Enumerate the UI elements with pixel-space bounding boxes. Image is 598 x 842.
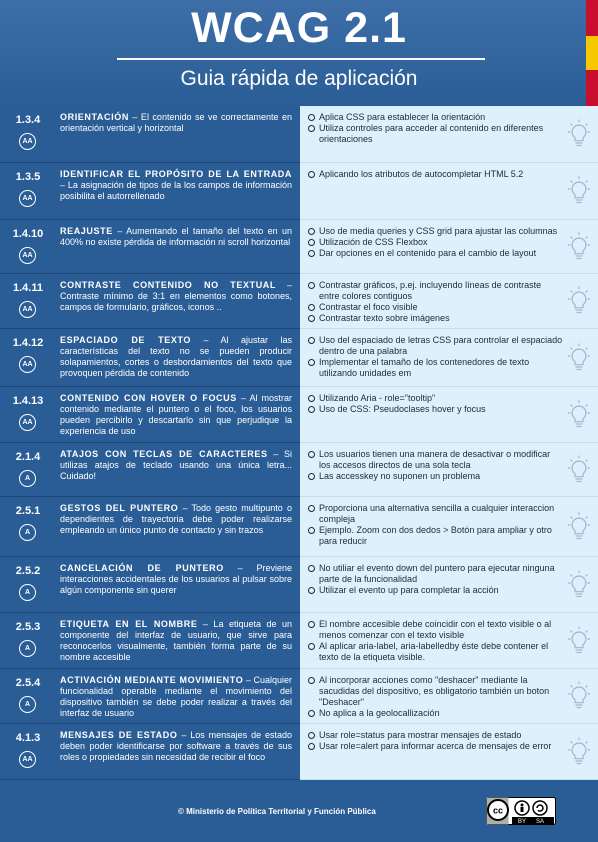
lightbulb-icon — [566, 681, 592, 711]
techniques-panel — [300, 163, 598, 220]
technique-item: Ejemplo. Zoom con dos dedos > Botón para ampliar y otro para reducir — [308, 525, 564, 547]
title-divider — [117, 58, 485, 60]
technique-item: Utilizar el evento up para completar la acción — [308, 585, 564, 596]
techniques-panel — [300, 613, 598, 669]
technique-item: Al incorporar acciones como "deshacer" mediante la sacudidas del dispositivo, es obligatorio también un boton "Deshacer" — [308, 675, 564, 708]
criterion-row — [0, 220, 598, 274]
technique-item: El nombre accesible debe coincidir con el texto visible o al menos comenzar con el texto visible — [308, 619, 564, 641]
lightbulb-icon — [566, 455, 592, 485]
lightbulb-icon — [566, 737, 592, 767]
header — [0, 0, 598, 106]
criterion-code: 2.1.4 — [15, 451, 41, 463]
criterion-panel — [0, 163, 300, 220]
techniques-list — [308, 730, 564, 752]
page-subtitle: Guia rápida de aplicación — [180, 67, 418, 90]
criterion-row — [0, 669, 598, 724]
criterion-panel — [0, 329, 300, 387]
criterion-panel — [0, 274, 300, 329]
criterion-row — [0, 557, 598, 613]
criterion-code: 1.3.5 — [15, 171, 41, 183]
techniques-panel — [300, 724, 598, 780]
lightbulb-icon — [566, 570, 592, 600]
criterion-text: – Previene interacciones accidentales de los usuarios al pulsar sobre algún componente sin querer — [60, 563, 292, 595]
criterion-description — [60, 226, 292, 248]
criterion-row — [0, 387, 598, 443]
techniques-list — [308, 503, 564, 547]
technique-item: Utilizando Aria - role="tooltip" — [308, 393, 564, 404]
techniques-panel — [300, 387, 598, 443]
criterion-code: 1.4.10 — [12, 228, 44, 240]
technique-item: Usar role=status para mostrar mensajes de estado — [308, 730, 564, 741]
criterion-name: IDENTIFICAR EL PROPÓSITO DE LA ENTRADA — [60, 169, 292, 179]
criterion-text: – El contenido se ve correctamente en orientación vertical y horizontal — [60, 112, 292, 133]
criterion-code: 2.5.3 — [15, 621, 41, 633]
technique-item: Uso de CSS: Pseudoclases hover y focus — [308, 404, 564, 415]
techniques-list — [308, 280, 564, 324]
copyright-text: © Ministerio de Política Territorial y Función Pública — [178, 807, 376, 816]
criterion-code: 2.5.2 — [15, 565, 41, 577]
techniques-list — [308, 169, 564, 180]
criterion-text: – Si utilizas atajos de teclado usando una única letra... Cuidado! — [60, 449, 293, 481]
conformance-level-badge: A — [19, 470, 36, 487]
technique-item: Usar role=alert para informar acerca de mensajes de error — [308, 741, 564, 752]
techniques-panel — [300, 329, 598, 387]
conformance-level-badge: AA — [19, 356, 36, 373]
technique-item: Aplica CSS para establecer la orientación — [308, 112, 564, 123]
conformance-level-badge: A — [19, 524, 36, 541]
criterion-name: ORIENTACIÓN — [60, 112, 129, 122]
lightbulb-icon — [566, 400, 592, 430]
criterion-row — [0, 106, 598, 163]
techniques-panel — [300, 274, 598, 329]
techniques-panel — [300, 106, 598, 163]
criterion-code: 2.5.4 — [15, 677, 41, 689]
criterion-name: GESTOS DEL PUNTERO — [60, 503, 179, 513]
conformance-level-badge: AA — [19, 190, 36, 207]
criterion-code: 1.3.4 — [15, 114, 41, 126]
criterion-name: MENSAJES DE ESTADO — [60, 730, 178, 740]
footer — [0, 780, 598, 842]
technique-item: Proporciona una alternativa sencilla a cualquier interaccion compleja — [308, 503, 564, 525]
technique-item: Aplicando los atributos de autocompletar HTML 5.2 — [308, 169, 564, 180]
criterion-code: 4.1.3 — [15, 732, 41, 744]
criterion-panel — [0, 557, 300, 613]
technique-item: Utiliza controles para acceder al contenido en diferentes orientaciones — [308, 123, 564, 145]
criterion-row — [0, 329, 598, 387]
criterion-panel — [0, 724, 300, 780]
conformance-level-badge: AA — [19, 247, 36, 264]
criterion-description — [60, 503, 292, 536]
techniques-list — [308, 112, 564, 145]
lightbulb-icon — [566, 232, 592, 262]
techniques-list — [308, 226, 564, 259]
svg-text:cc: cc — [492, 805, 504, 816]
criterion-name: ACTIVACIÓN MEDIANTE MOVIMIENTO — [60, 675, 244, 685]
criterion-description — [60, 449, 292, 482]
techniques-list — [308, 675, 564, 719]
criterion-name: REAJUSTE — [60, 226, 113, 236]
lightbulb-icon — [566, 343, 592, 373]
techniques-panel — [300, 443, 598, 497]
lightbulb-icon — [566, 119, 592, 149]
criterion-code: 1.4.11 — [13, 282, 43, 294]
spain-flag-icon — [586, 0, 598, 106]
technique-item: Uso del espaciado de letras CSS para controlar el espaciado dentro de una palabra — [308, 335, 564, 357]
criterion-name: ETIQUETA EN EL NOMBRE — [60, 619, 198, 629]
criterion-code: 1.4.12 — [12, 337, 44, 349]
technique-item: No aplica a la geolocallización — [308, 708, 564, 719]
criterion-text: – Cualquier funcionalidad operable mediante el movimiento del dispositivo también se debe poder realizar a través del interfaz de usuario — [60, 675, 293, 718]
criterion-row — [0, 613, 598, 669]
criterion-text: – La asignación de tipos de la los campos de información posibilita el autorrellenado — [60, 180, 292, 201]
criterion-description — [60, 169, 292, 202]
technique-item: Implementar el tamaño de los contenedores de texto utilizando unidades em — [308, 357, 564, 379]
criterion-text: – Al ajustar las características del texto no se pueden producir solapamientos, cortes o desbordamientos del texto que provoquen pérdida de contenido — [60, 335, 293, 378]
criterion-description — [60, 730, 292, 763]
conformance-level-badge: AA — [19, 751, 36, 768]
criterion-row — [0, 497, 598, 557]
criterion-panel — [0, 220, 300, 274]
lightbulb-icon — [566, 286, 592, 316]
criterion-row — [0, 724, 598, 780]
criterion-text: – Todo gesto multipunto o dependientes de trayectoria debe poder realizarse empleando un único punto de contacto y sin trazos — [60, 503, 292, 535]
technique-item: Dar opciones en el contenido para el cambio de layout — [308, 248, 564, 259]
technique-item: Al aplicar aria-label, aria-labelledby éste debe contener el texto de la etiqueta visible. — [308, 641, 564, 663]
criterion-description — [60, 112, 292, 134]
techniques-list — [308, 393, 564, 415]
technique-item: Las accesskey no suponen un problema — [308, 471, 564, 482]
techniques-panel — [300, 557, 598, 613]
creative-commons-license-icon — [486, 797, 556, 825]
criterion-name: CONTENIDO CON HOVER O FOCUS — [60, 393, 237, 403]
technique-item: Contrastar gráficos, p.ej. incluyendo líneas de contraste entre colores contiguos — [308, 280, 564, 302]
techniques-list — [308, 619, 564, 663]
criterion-description — [60, 335, 292, 379]
criterion-description — [60, 393, 292, 437]
criterion-row — [0, 443, 598, 497]
criterion-text: – Contraste mínimo de 3:1 en elementos como botones, campos de formulario, gráficos, iconos .. — [60, 280, 293, 312]
criterion-row — [0, 163, 598, 220]
conformance-level-badge: A — [19, 696, 36, 713]
technique-item: No utiliar el evento down del puntero para ejecutar ninguna parte de la funcionalidad — [308, 563, 564, 585]
conformance-level-badge: AA — [19, 133, 36, 150]
criterion-panel — [0, 669, 300, 724]
criterion-code: 1.4.13 — [12, 395, 44, 407]
conformance-level-badge: A — [19, 640, 36, 657]
criterion-panel — [0, 497, 300, 557]
techniques-panel — [300, 669, 598, 724]
criterion-name: ATAJOS CON TECLAS DE CARACTERES — [60, 449, 268, 459]
criterion-name: ESPACIADO DE TEXTO — [60, 335, 191, 345]
criterion-text: – Los mensajes de estado deben poder identificarse por software a través de sus roles o propiedades sin necesidad de recibir el foco — [60, 730, 292, 762]
criterion-name: CANCELACIÓN DE PUNTERO — [60, 563, 224, 573]
criterion-panel — [0, 387, 300, 443]
techniques-list — [308, 335, 564, 379]
criterion-code: 2.5.1 — [15, 505, 41, 517]
techniques-list — [308, 449, 564, 482]
lightbulb-icon — [566, 176, 592, 206]
criterion-text: – La etiqueta de un componente del interfaz de usuario, que sirve para reconocerlos visualmente, también forma parte de su nombre accesible — [60, 619, 292, 662]
technique-item: Uso de media queries y CSS grid para ajustar las columnas — [308, 226, 564, 237]
techniques-list — [308, 563, 564, 596]
license-sa: SA — [535, 819, 545, 825]
technique-item: Contrastar el foco visible — [308, 302, 564, 313]
technique-item: Utilización de CSS Flexbox — [308, 237, 564, 248]
criterion-text: – Aumentando el tamaño del texto en un 400% no existe pérdida de información ni scroll horizontal — [60, 226, 292, 247]
criterion-description — [60, 675, 292, 719]
criterion-description — [60, 619, 292, 663]
license-by: BY — [517, 819, 527, 825]
techniques-panel — [300, 220, 598, 274]
criterion-description — [60, 563, 292, 596]
page-title: WCAG 2.1 — [191, 4, 407, 52]
criterion-panel — [0, 106, 300, 163]
conformance-level-badge: AA — [19, 414, 36, 431]
criterion-description — [60, 280, 292, 313]
criterion-name: CONTRASTE CONTENIDO NO TEXTUAL — [60, 280, 276, 290]
techniques-panel — [300, 497, 598, 557]
criterion-text: – Al mostrar contenido mediante el puntero o el foco, los usuarios pueden percibirlo y descartarlo sin que perjudique la experiencia de uso — [60, 393, 292, 436]
lightbulb-icon — [566, 512, 592, 542]
technique-item: Contrastar texto sobre imágenes — [308, 313, 564, 324]
technique-item: Los usuarios tienen una manera de desactivar o modificar los accesos directos de una sola tecla — [308, 449, 564, 471]
criterion-panel — [0, 613, 300, 669]
criterion-panel — [0, 443, 300, 497]
conformance-level-badge: AA — [19, 301, 36, 318]
lightbulb-icon — [566, 626, 592, 656]
criterion-row — [0, 274, 598, 329]
conformance-level-badge: A — [19, 584, 36, 601]
